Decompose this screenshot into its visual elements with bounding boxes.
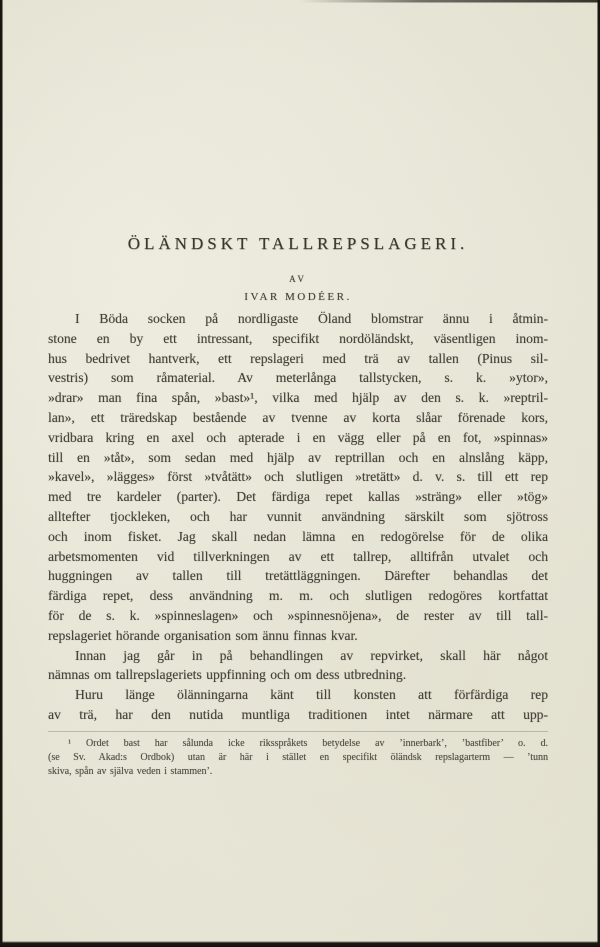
text-line: stone en by ett intressant, specifikt nordöländskt, väsentligen inom- (48, 330, 548, 346)
text-line: för de s. k. »spinneslagen» och »spinnesnöjena», de rester av till tall- (48, 607, 548, 623)
text-line: repslageriet hörande organisation som ännu finnas kvar. (48, 627, 358, 643)
text-line: vridbara kring en axel och apterade i en vägg eller på en fot, »spinnas» (48, 429, 548, 445)
text-line: hus bedrivet hantverk, ett repslageri med trä av tallen (Pinus sil- (48, 350, 548, 366)
text-line: Innan jag går in på behandlingen av repvirket, skall här något (75, 647, 548, 663)
text-line: »drar» man fina spån, »bast»¹, vilka med hjälp av den s. k. »reptril- (48, 390, 548, 406)
text-line: av trä, har den nutida muntliga traditionen intet närmare att upp- (48, 706, 548, 722)
text-line: Huru länge ölänningarna känt till konsten att förfärdiga rep (75, 687, 548, 703)
text-line: nämnas om tallrepslageriets uppfinning och om dess utbredning. (48, 667, 407, 683)
text-line: arbetsmomenten vid tillverkningen av ett tallrep, alltifrån utvalet och (48, 548, 548, 564)
text-line: I Böda socken på nordligaste Öland blomstrar ännu i åtmin- (75, 311, 548, 326)
text-line: och inom fisket. Jag skall nedan lämna en redogörelse för de olika (48, 528, 548, 544)
article-title: ÖLÄNDSKT TALLREPSLAGERI. (127, 234, 469, 253)
text-line: vestris) som råmaterial. Av meterlånga tallstycken, s. k. »ytor», (48, 370, 548, 386)
byline-prefix: AV (289, 274, 307, 284)
paragraph (48, 646, 548, 686)
paragraph (48, 309, 548, 646)
text-line: skiva, spån av själva veden i stammen’. (48, 766, 213, 778)
text-line: färdiga repet, dess användning m. m. och slutligen redogöres kortfattat (48, 588, 548, 604)
paragraph (48, 685, 548, 725)
text-line: ¹ Ordet bast har sålunda icke riksspråkets betydelse av ’innerbark’, ’bastfiber’ o. d. (68, 738, 548, 749)
author-name: IVAR MODÉER. (244, 291, 352, 303)
article-body (48, 309, 548, 725)
text-line: (se Sv. Akad:s Ordbok) utan är här i stället en specifikt öländsk repslagarterm — ’tunn (48, 752, 548, 764)
scan-edge-bottom (0, 941, 600, 947)
footnote (48, 737, 548, 780)
text-line: med tre kardeler (parter). Det färdiga repet kallas »sträng» eller »tög» (48, 489, 548, 505)
scan-edge-top (0, 0, 600, 3)
text-line: huggningen av tallen till tretättläggningen. Därefter behandlas det (48, 568, 548, 584)
text-line: alltefter tjockleken, och har vunnit användning särskilt som sjötross (48, 508, 548, 524)
text-line: till en »tåt», som sedan med hjälp av reptrillan och en alnslång käpp, (48, 449, 548, 465)
text-line: lan», ett träredskap bestående av tvenne av korta slåar förenade kors, (48, 409, 548, 425)
scan-edge-left (0, 0, 3, 947)
footnote-separator (48, 731, 548, 732)
text-line: »kavel», »lägges» först »tvåtätt» och slutligen »tretätt» d. v. s. till ett rep (48, 469, 548, 485)
